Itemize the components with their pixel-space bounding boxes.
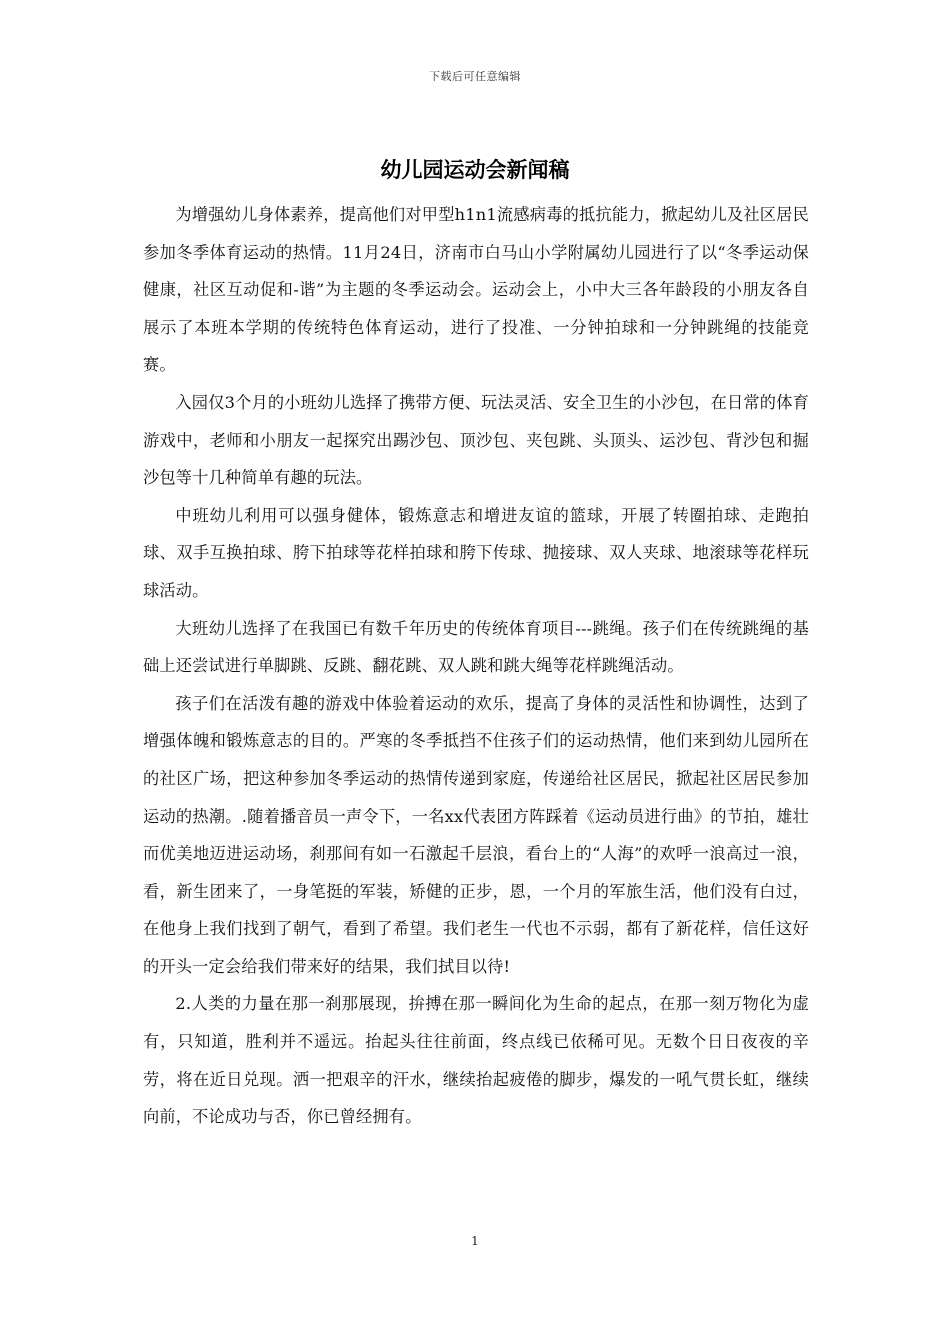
paragraph-senior-class: 大班幼儿选择了在我国已有数千年历史的传统体育项目---跳绳。孩子们在传统跳绳的基础上还尝试进行单脚跳、反跳、翻花跳、双人跳和跳大绳等花样跳绳活动。	[143, 618, 809, 676]
document-body	[143, 196, 809, 1136]
document-title: 幼儿园运动会新闻稿	[380, 157, 570, 182]
paragraph-small-class: 入园仅3个月的小班幼儿选择了携带方便、玩法灵活、安全卫生的小沙包，在日常的体育游戏中，老师和小朋友一起探究出踢沙包、顶沙包、夹包跳、头顶头、运沙包、背沙包和掘沙包等十几种简单有趣的玩法。	[143, 392, 809, 488]
paragraph-power: 2.人类的力量在那一刹那展现，拚搏在那一瞬间化为生命的起点，在那一刻万物化为虚有，只知道，胜利并不遥远。抬起头往往前面，终点线已依稀可见。无数个日日夜夜的辛劳，将在近日兑现。洒一把艰辛的汗水，继续抬起疲倦的脚步，爆发的一吼气贯长虹，继续向前，不论成功与否，你已曾经拥有。	[143, 994, 809, 1127]
paragraph-intro: 为增强幼儿身体素养，提高他们对甲型h1n1流感病毒的抵抗能力，掀起幼儿及社区居民参加冬季体育运动的热情。11月24日，济南市白马山小学附属幼儿园进行了以“冬季运动保健康，社区互动促和-谐”为主题的冬季运动会。运动会上，小中大三各年龄段的小朋友各自展示了本班本学期的传统特色体育运动，进行了投准、一分钟拍球和一分钟跳绳的技能竞赛。	[143, 205, 809, 375]
header-note: 下载后可任意编辑	[429, 70, 521, 83]
paragraph-experience: 孩子们在活泼有趣的游戏中体验着运动的欢乐，提高了身体的灵活性和协调性，达到了增强体魄和锻炼意志的目的。严寒的冬季抵挡不住孩子们的运动热情，他们来到幼儿园所在的社区广场，把这种参加冬季运动的热情传递到家庭，传递给社区居民，掀起社区居民参加运动的热潮。.随着播音员一声令下，一名xx代表团方阵踩着《运动员进行曲》的节拍，雄壮而优美地迈进运动场，刹那间有如一石激起千层浪，看台上的“人海”的欢呼一浪高过一浪，看，新生团来了，一身笔挺的军装，矫健的正步，恩，一个月的军旅生活，他们没有白过，在他身上我们找到了朝气，看到了希望。我们老生一代也不示弱，都有了新花样，信任这好的开头一定会给我们带来好的结果，我们拭目以待!	[143, 693, 809, 976]
paragraph-middle-class: 中班幼儿利用可以强身健体，锻炼意志和增进友谊的篮球，开展了转圈拍球、走跑拍球、双手互换拍球、胯下拍球等花样拍球和胯下传球、抛接球、双人夹球、地滚球等花样玩球活动。	[143, 505, 809, 600]
page-number: 1	[471, 1234, 479, 1248]
